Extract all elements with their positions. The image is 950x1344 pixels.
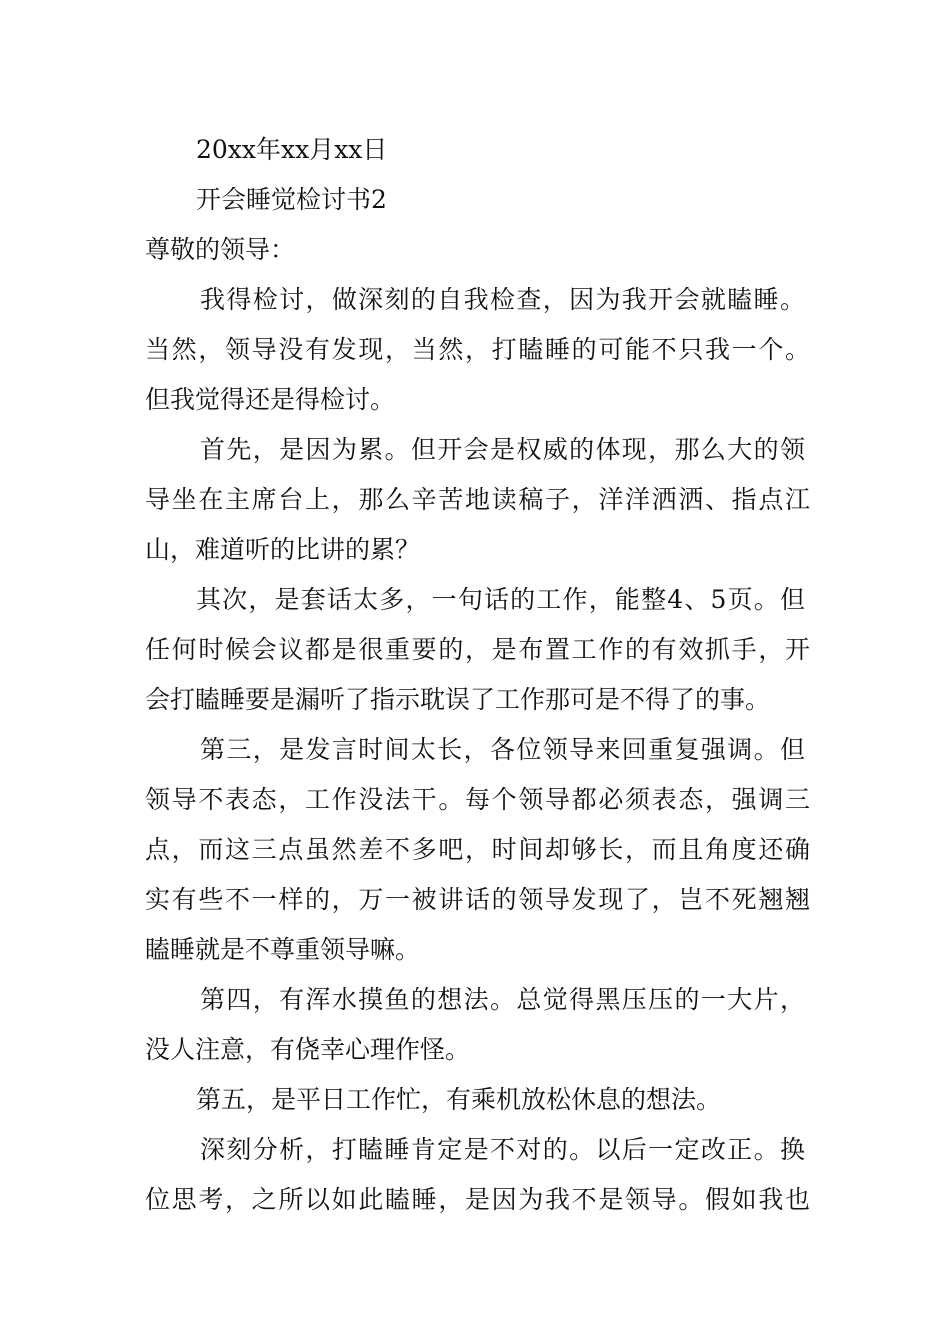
paragraph-line: 导坐在主席台上，那么辛苦地读稿子，洋洋洒洒、指点江 (145, 485, 810, 514)
paragraph-line: 我得检讨，做深刻的自我检查，因为我开会就瞌睡。 (200, 285, 805, 314)
paragraph-line: 当然，领导没有发现，当然，打瞌睡的可能不只我一个。 (145, 335, 810, 364)
paragraph-line: 点，而这三点虽然差不多吧，时间却够长，而且角度还确 (145, 835, 810, 864)
paragraph-line: 深刻分析，打瞌睡肯定是不对的。以后一定改正。换 (200, 1135, 805, 1164)
paragraph-line: 位思考，之所以如此瞌睡，是因为我不是领导。假如我也 (145, 1185, 810, 1214)
salutation: 尊敬的领导： (145, 235, 296, 264)
document-date: 20xx年xx月xx日 (196, 135, 388, 164)
paragraph-line: 瞌睡就是不尊重领导嘛。 (145, 935, 421, 964)
document-title: 开会睡觉检讨书2 (196, 185, 387, 214)
paragraph-line: 第五，是平日工作忙，有乘机放松休息的想法。 (196, 1085, 722, 1114)
paragraph-line: 第三，是发言时间太长，各位领导来回重复强调。但 (200, 735, 805, 764)
paragraph-line: 实有些不一样的，万一被讲话的领导发现了，岂不死翘翘 (145, 885, 810, 914)
paragraph-line: 第四，有浑水摸鱼的想法。总觉得黑压压的一大片， (200, 985, 805, 1014)
paragraph-line: 任何时候会议都是很重要的，是布置工作的有效抓手，开 (145, 635, 810, 664)
paragraph-line: 首先，是因为累。但开会是权威的体现，那么大的领 (200, 435, 805, 464)
paragraph-line: 会打瞌睡要是漏听了指示耽误了工作那可是不得了的事。 (145, 685, 771, 714)
paragraph-line: 其次，是套话太多，一句话的工作，能整4、5页。但 (196, 585, 805, 614)
paragraph-line: 但我觉得还是得检讨。 (145, 385, 396, 414)
paragraph-line: 没人注意，有侥幸心理作怪。 (145, 1035, 471, 1064)
paragraph-line: 领导不表态，工作没法干。每个领导都必须表态，强调三 (145, 785, 810, 814)
paragraph-line: 山，难道听的比讲的累？ (145, 535, 421, 564)
